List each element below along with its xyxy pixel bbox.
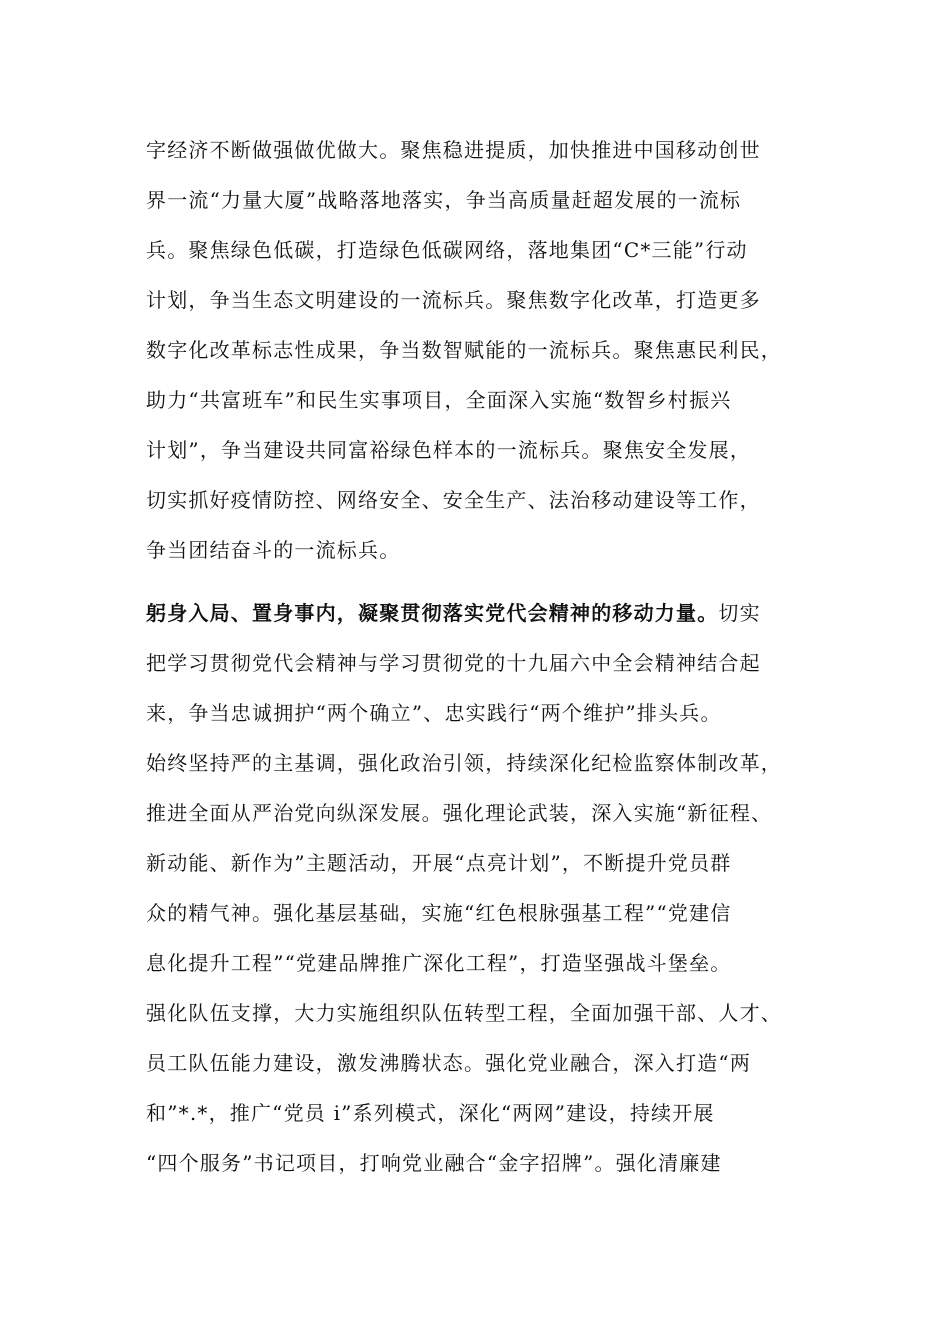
paragraph-1-line-9: 争当团结奋斗的一流标兵。 <box>146 538 401 562</box>
paragraph-1-line-2: 界一流“力量大厦”战略落地落实，争当高质量赶超发展的一流标 <box>146 188 742 212</box>
paragraph-2-line-3: 来，争当忠诚拥护“两个确立”、忠实践行“两个维护”排头兵。 <box>146 701 722 725</box>
paragraph-2-heading: 躬身入局、置身事内，凝聚贯彻落实党代会精神的移动力量。 <box>146 601 719 625</box>
paragraph-2-line-6: 新动能、新作为”主题活动，开展“点亮计划”，不断提升党员群 <box>146 851 732 875</box>
paragraph-1-line-5: 数字化改革标志性成果，争当数智赋能的一流标兵。聚焦惠民利民， <box>146 338 782 362</box>
paragraph-1-line-4: 计划，争当生态文明建设的一流标兵。聚焦数字化改革，打造更多 <box>146 288 761 312</box>
paragraph-2-line-9: 强化队伍支撑，大力实施组织队伍转型工程，全面加强干部、人才、 <box>146 1001 782 1025</box>
paragraph-2-line-1 <box>146 593 836 633</box>
paragraph-2-line-4: 始终坚持严的主基调，强化政治引领，持续深化纪检监察体制改革， <box>146 751 782 775</box>
paragraph-1-line-8: 切实抓好疫情防控、网络安全、安全生产、法治移动建设等工作， <box>146 488 761 512</box>
paragraph-2-line-11: 和”*.*，推广“党员 i”系列模式，深化“两网”建设，持续开展 <box>146 1101 715 1125</box>
paragraph-1-line-7: 计划”，争当建设共同富裕绿色样本的一流标兵。聚焦安全发展， <box>146 438 752 462</box>
paragraph-2-line-10: 员工队伍能力建设，激发沸腾状态。强化党业融合，深入打造“两 <box>146 1051 752 1075</box>
paragraph-2-line-8: 息化提升工程”“党建品牌推广深化工程”，打造坚强战斗堡垒。 <box>146 951 732 975</box>
paragraph-1-line-6: 助力“共富班车”和民生实事项目，全面深入实施“数智乡村振兴 <box>146 388 732 412</box>
paragraph-2-line-5: 推进全面从严治党向纵深发展。强化理论武装，深入实施“新征程、 <box>146 801 773 825</box>
paragraph-2-line-2: 把学习贯彻党代会精神与学习贯彻党的十九届六中全会精神结合起 <box>146 651 761 675</box>
paragraph-1-line-3: 兵。聚焦绿色低碳，打造绿色低碳网络，落地集团“C*三能”行动 <box>146 238 748 262</box>
paragraph-2-line-7: 众的精气神。强化基层基础，实施“红色根脉强基工程”“党建信 <box>146 901 732 925</box>
paragraph-2-line-12: “四个服务”书记项目，打响党业融合“金字招牌”。强化清廉建 <box>146 1151 722 1175</box>
paragraph-1-line-1: 字经济不断做强做优做大。聚焦稳进提质，加快推进中国移动创世 <box>146 138 761 162</box>
paragraph-2-first-line-rest: 切实 <box>718 601 761 625</box>
